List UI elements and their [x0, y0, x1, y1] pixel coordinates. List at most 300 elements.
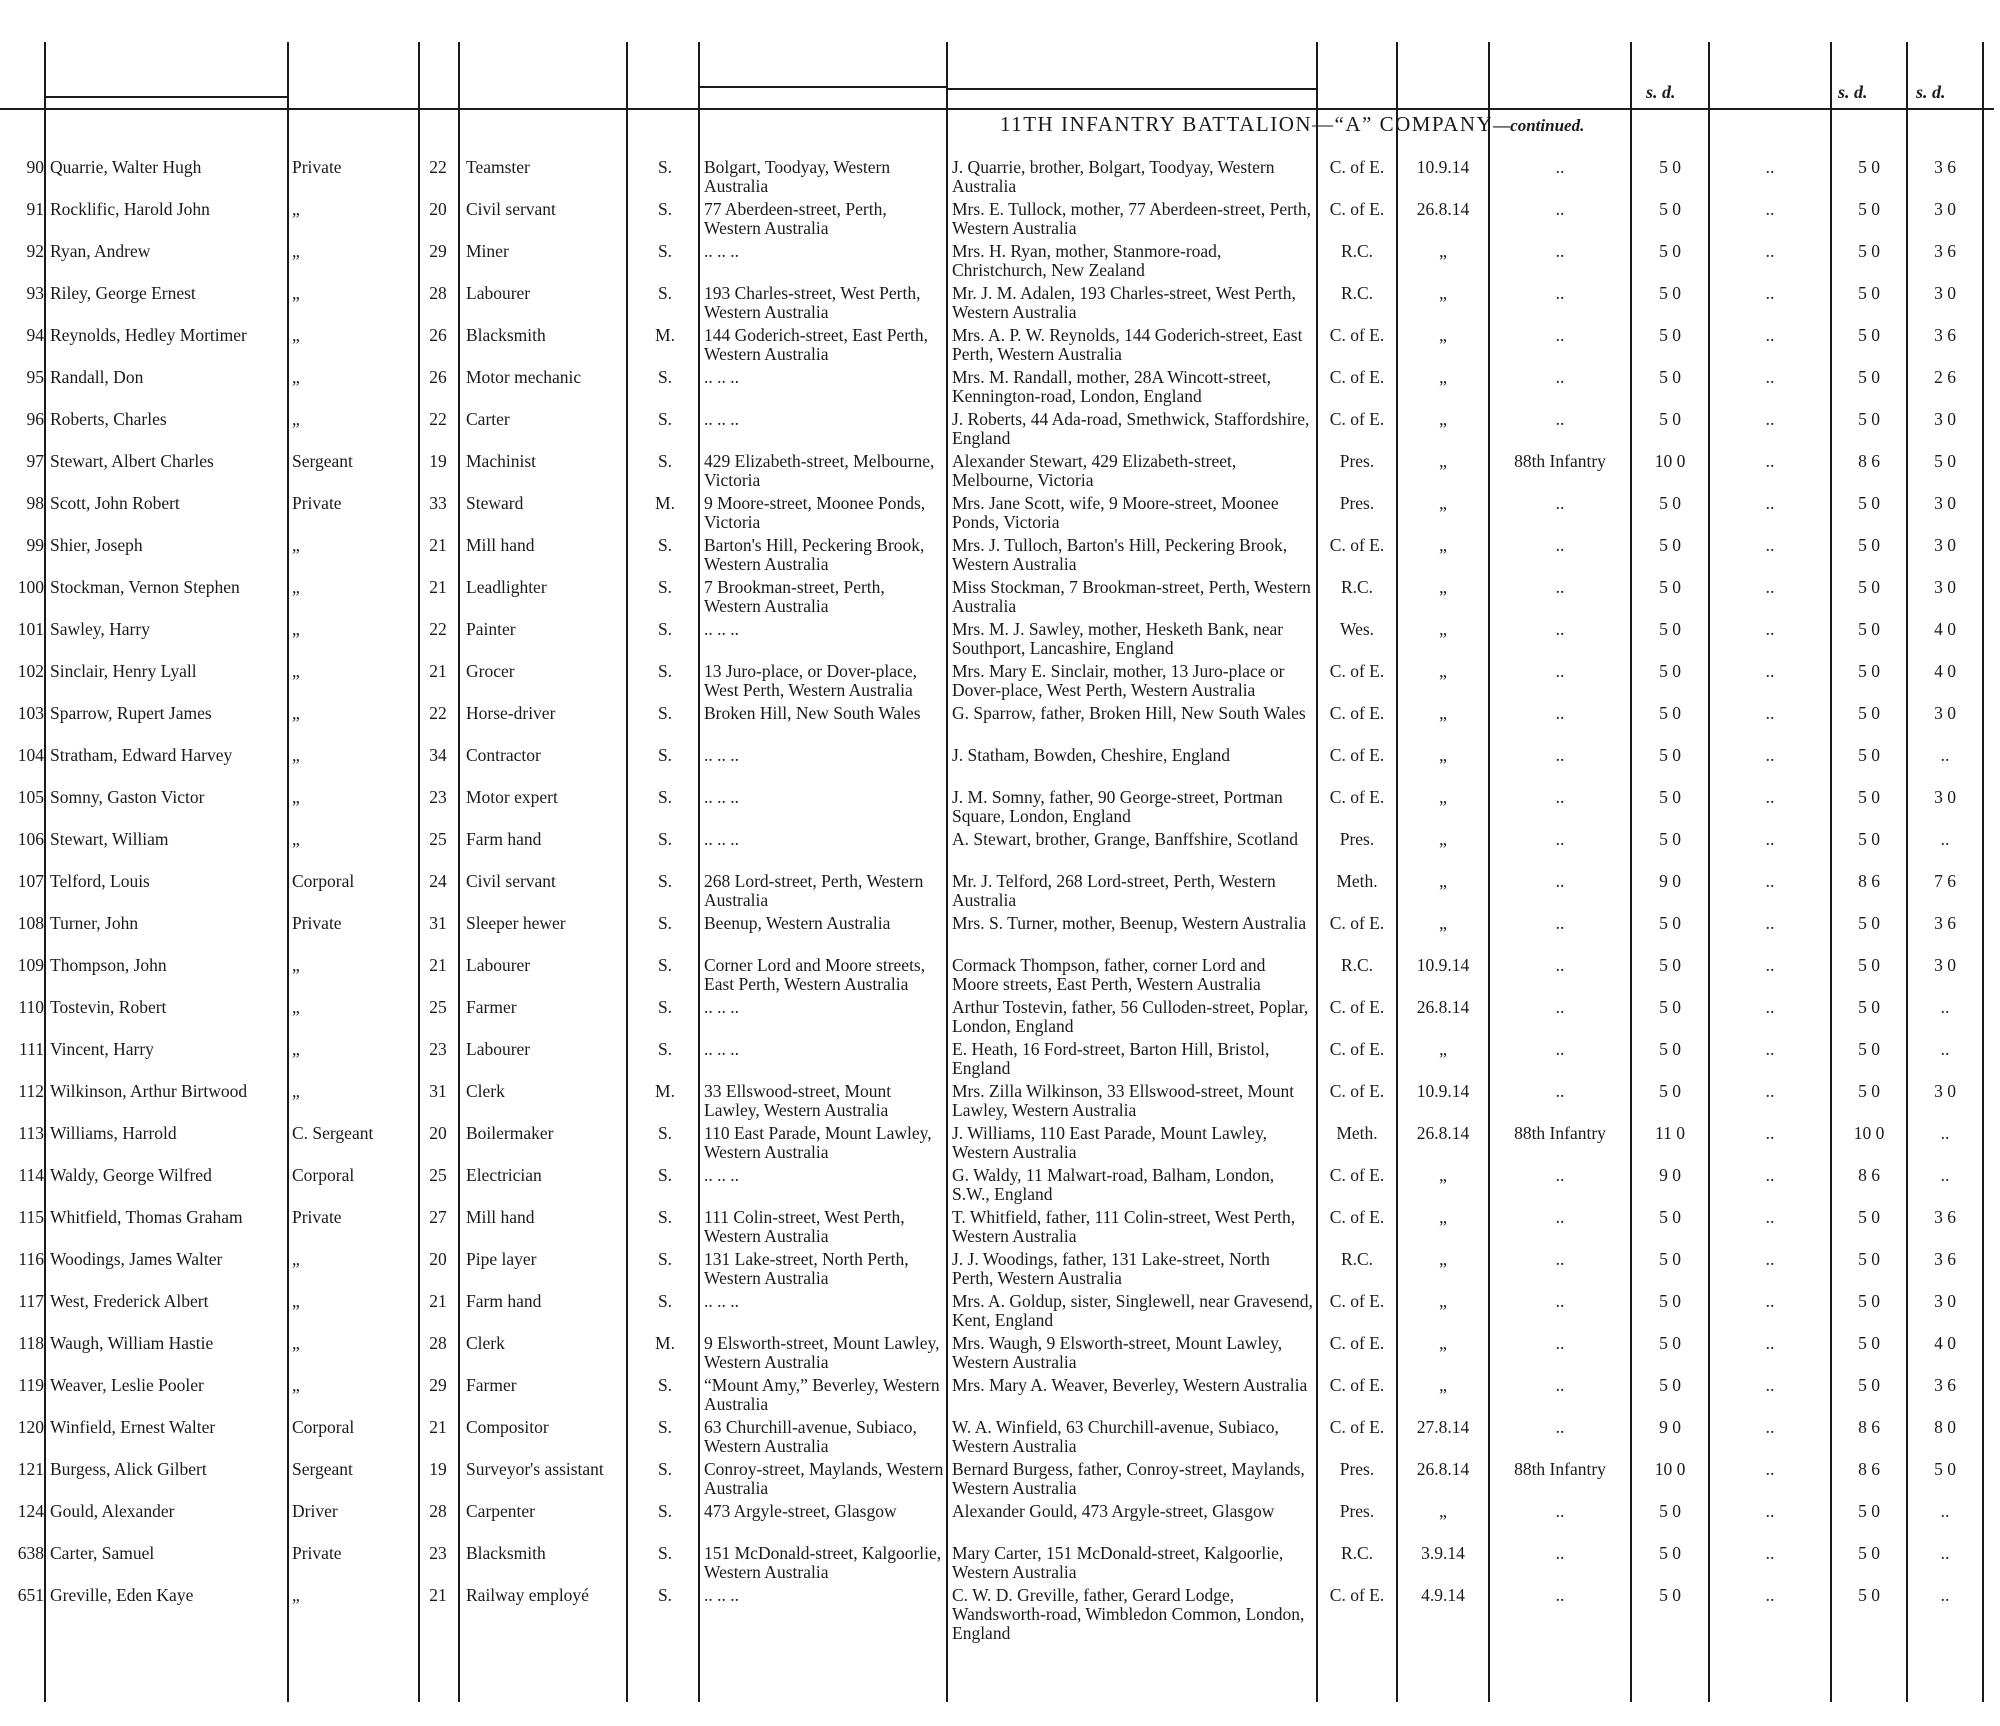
pay-column: ..: [1765, 241, 1775, 261]
allotment: 3 0: [1934, 1291, 1956, 1311]
religion: C. of E.: [1329, 1207, 1385, 1227]
address: 7 Brookman-street, Perth, Western Australia: [704, 577, 885, 616]
previous-unit: ..: [1555, 913, 1565, 933]
row-number: 95: [26, 367, 44, 387]
table-row: [0, 662, 2000, 704]
pay-column: ..: [1765, 409, 1775, 429]
age: 21: [429, 1291, 447, 1311]
age: 21: [429, 661, 447, 681]
soldier-name: Vincent, Harry: [50, 1039, 154, 1059]
next-of-kin: J. Roberts, 44 Ada-road, Smethwick, Staffordshire, England: [952, 409, 1310, 448]
rank: „: [292, 199, 300, 219]
row-number: 113: [18, 1123, 44, 1143]
row-number: 108: [17, 913, 44, 933]
marital-status: M.: [655, 1333, 675, 1353]
allotment: 2 6: [1934, 367, 1956, 387]
address: .. .. ..: [704, 1039, 739, 1059]
rank: Driver: [292, 1501, 338, 1521]
soldier-name: Weaver, Leslie Pooler: [50, 1375, 204, 1395]
religion: C. of E.: [1329, 535, 1385, 555]
enlistment-date: „: [1439, 1501, 1447, 1521]
rank: „: [292, 745, 300, 765]
age: 21: [429, 1417, 447, 1437]
previous-unit: ..: [1555, 745, 1565, 765]
religion: C. of E.: [1329, 157, 1385, 177]
pay-rate: 9 0: [1659, 1165, 1681, 1185]
religion: C. of E.: [1329, 913, 1385, 933]
previous-unit: ..: [1555, 619, 1565, 639]
address: Conroy-street, Maylands, Western Australia: [704, 1459, 944, 1498]
age: 23: [429, 787, 447, 807]
address: .. .. ..: [704, 1291, 739, 1311]
pay-column: ..: [1765, 787, 1775, 807]
next-of-kin: Miss Stockman, 7 Brookman-street, Perth, Western Australia: [952, 577, 1311, 616]
row-number: 116: [18, 1249, 44, 1269]
next-of-kin: G. Waldy, 11 Malwart-road, Balham, London, S.W., England: [952, 1165, 1275, 1204]
deferred-pay: 5 0: [1858, 1249, 1880, 1269]
address: 110 East Parade, Mount Lawley, Western Australia: [704, 1123, 932, 1162]
deferred-pay: 5 0: [1858, 829, 1880, 849]
trade: Mill hand: [466, 535, 535, 555]
trade: Blacksmith: [466, 325, 546, 345]
row-number: 109: [17, 955, 44, 975]
address: Bolgart, Toodyay, Western Australia: [704, 157, 891, 196]
trade: Painter: [466, 619, 516, 639]
pay-rate: 10 0: [1654, 451, 1686, 471]
pay-column: ..: [1765, 367, 1775, 387]
address: .. .. ..: [704, 829, 739, 849]
previous-unit: ..: [1555, 283, 1565, 303]
soldier-name: Randall, Don: [50, 367, 144, 387]
marital-status: M.: [655, 1081, 675, 1101]
next-of-kin: Bernard Burgess, father, Conroy-street, Maylands, Western Australia: [952, 1459, 1305, 1498]
row-number: 111: [19, 1039, 44, 1059]
religion: C. of E.: [1329, 1165, 1385, 1185]
pay-rate: 5 0: [1659, 1585, 1681, 1605]
address: 111 Colin-street, West Perth, Western Australia: [704, 1207, 905, 1246]
address: .. .. ..: [704, 241, 739, 261]
enlistment-date: „: [1439, 829, 1447, 849]
marital-status: S.: [657, 199, 673, 219]
religion: R.C.: [1340, 241, 1374, 261]
row-number: 119: [18, 1375, 44, 1395]
deferred-pay: 5 0: [1858, 241, 1880, 261]
pay-column: ..: [1765, 829, 1775, 849]
address: 268 Lord-street, Perth, Western Australia: [704, 871, 924, 910]
rank: „: [292, 1333, 300, 1353]
enlistment-date: 26.8.14: [1416, 199, 1470, 219]
age: 21: [429, 1585, 447, 1605]
enlistment-date: 10.9.14: [1416, 157, 1470, 177]
soldier-name: Sawley, Harry: [50, 619, 150, 639]
marital-status: S.: [657, 1291, 673, 1311]
marital-status: S.: [657, 409, 673, 429]
row-number: 99: [26, 535, 44, 555]
pay-rate: 5 0: [1659, 787, 1681, 807]
pay-column: ..: [1765, 325, 1775, 345]
pay-column: ..: [1765, 1123, 1775, 1143]
pay-rate: 5 0: [1659, 661, 1681, 681]
previous-unit: ..: [1555, 157, 1565, 177]
age: 23: [429, 1039, 447, 1059]
unit-label: s. d.: [1838, 82, 1868, 102]
soldier-name: Carter, Samuel: [50, 1543, 155, 1563]
deferred-pay: 10 0: [1853, 1123, 1885, 1143]
previous-unit: ..: [1555, 199, 1565, 219]
table-row: [0, 1208, 2000, 1250]
age: 28: [429, 1501, 447, 1521]
pay-column: ..: [1765, 1249, 1775, 1269]
religion: C. of E.: [1329, 1375, 1385, 1395]
rank: Corporal: [292, 1417, 355, 1437]
rank: „: [292, 829, 300, 849]
allotment: ..: [1940, 1039, 1950, 1059]
pay-rate: 5 0: [1659, 493, 1681, 513]
marital-status: S.: [657, 241, 673, 261]
rank: Private: [292, 493, 342, 513]
marital-status: M.: [655, 325, 675, 345]
pay-column: ..: [1765, 1207, 1775, 1227]
rank: „: [292, 325, 300, 345]
trade: Miner: [466, 241, 509, 261]
allotment: 5 0: [1934, 1459, 1956, 1479]
row-number: 93: [26, 283, 44, 303]
allotment: 3 6: [1934, 241, 1956, 261]
deferred-pay: 8 6: [1858, 1459, 1880, 1479]
next-of-kin: Mrs. H. Ryan, mother, Stanmore-road, Christchurch, New Zealand: [952, 241, 1222, 280]
pay-rate: 5 0: [1659, 1543, 1681, 1563]
age: 20: [429, 1249, 447, 1269]
trade: Carter: [466, 409, 510, 429]
address: .. .. ..: [704, 1165, 739, 1185]
pay-rate: 5 0: [1659, 619, 1681, 639]
pay-rate: 5 0: [1659, 955, 1681, 975]
allotment: 3 6: [1934, 1375, 1956, 1395]
table-row: [0, 578, 2000, 620]
previous-unit: ..: [1555, 871, 1565, 891]
soldier-name: Riley, George Ernest: [50, 283, 196, 303]
pay-rate: 5 0: [1659, 535, 1681, 555]
next-of-kin: C. W. D. Greville, father, Gerard Lodge, Wandsworth-road, Wimbledon Common, London, England: [952, 1585, 1305, 1643]
soldier-name: Somny, Gaston Victor: [50, 787, 205, 807]
next-of-kin: Alexander Stewart, 429 Elizabeth-street, Melbourne, Victoria: [952, 451, 1237, 490]
soldier-name: Stratham, Edward Harvey: [50, 745, 233, 765]
row-number: 90: [26, 157, 44, 177]
next-of-kin: Mrs. A. Goldup, sister, Singlewell, near Gravesend, Kent, England: [952, 1291, 1313, 1330]
pay-rate: 5 0: [1659, 1333, 1681, 1353]
allotment: 3 0: [1934, 787, 1956, 807]
address: “Mount Amy,” Beverley, Western Australia: [704, 1375, 940, 1414]
table-row: [0, 1544, 2000, 1586]
rank: „: [292, 409, 300, 429]
row-number: 101: [17, 619, 44, 639]
enlistment-date: „: [1439, 745, 1447, 765]
trade: Clerk: [466, 1081, 505, 1101]
row-number: 117: [18, 1291, 44, 1311]
soldier-name: Stewart, William: [50, 829, 169, 849]
deferred-pay: 5 0: [1858, 1039, 1880, 1059]
soldier-name: Greville, Eden Kaye: [50, 1585, 194, 1605]
allotment: 3 6: [1934, 157, 1956, 177]
age: 22: [429, 157, 447, 177]
trade: Clerk: [466, 1333, 505, 1353]
rank: „: [292, 577, 300, 597]
allotment: 3 0: [1934, 1081, 1956, 1101]
pay-column: ..: [1765, 577, 1775, 597]
table-row: [0, 1250, 2000, 1292]
marital-status: S.: [657, 157, 673, 177]
pay-rate: 5 0: [1659, 199, 1681, 219]
soldier-name: Ryan, Andrew: [50, 241, 151, 261]
enlistment-date: „: [1439, 241, 1447, 261]
marital-status: S.: [657, 1543, 673, 1563]
marital-status: S.: [657, 1501, 673, 1521]
trade: Electrician: [466, 1165, 542, 1185]
age: 25: [429, 997, 447, 1017]
pay-column: ..: [1765, 1039, 1775, 1059]
enlistment-date: „: [1439, 409, 1447, 429]
rank: „: [292, 661, 300, 681]
enlistment-date: 4.9.14: [1421, 1585, 1465, 1605]
allotment: ..: [1940, 997, 1950, 1017]
enlistment-date: „: [1439, 493, 1447, 513]
row-number: 104: [17, 745, 44, 765]
table-row: [0, 1334, 2000, 1376]
next-of-kin: Alexander Gould, 473 Argyle-street, Glasgow: [952, 1501, 1275, 1521]
enlistment-date: „: [1439, 283, 1447, 303]
religion: C. of E.: [1329, 367, 1385, 387]
allotment: ..: [1940, 745, 1950, 765]
soldier-name: Stewart, Albert Charles: [50, 451, 214, 471]
pay-rate: 5 0: [1659, 1207, 1681, 1227]
deferred-pay: 5 0: [1858, 1291, 1880, 1311]
previous-unit: ..: [1555, 1039, 1565, 1059]
unit-label: s. d.: [1646, 82, 1676, 102]
deferred-pay: 5 0: [1858, 955, 1880, 975]
address: 193 Charles-street, West Perth, Western Australia: [704, 283, 921, 322]
row-number: 124: [17, 1501, 44, 1521]
allotment: 3 6: [1934, 325, 1956, 345]
religion: C. of E.: [1329, 1039, 1385, 1059]
next-of-kin: Mrs. S. Turner, mother, Beenup, Western Australia: [952, 913, 1307, 933]
trade: Farmer: [466, 997, 517, 1017]
deferred-pay: 5 0: [1858, 493, 1880, 513]
pay-column: ..: [1765, 1501, 1775, 1521]
religion: C. of E.: [1329, 997, 1385, 1017]
soldier-name: Tostevin, Robert: [50, 997, 167, 1017]
pay-rate: 5 0: [1659, 283, 1681, 303]
enlistment-date: „: [1439, 1249, 1447, 1269]
age: 21: [429, 535, 447, 555]
soldier-name: Shier, Joseph: [50, 535, 143, 555]
rank: „: [292, 535, 300, 555]
previous-unit: ..: [1555, 1543, 1565, 1563]
deferred-pay: 5 0: [1858, 535, 1880, 555]
table-row: [0, 1460, 2000, 1502]
next-of-kin: J. Statham, Bowden, Cheshire, England: [952, 745, 1231, 765]
next-of-kin: Mrs. E. Tullock, mother, 77 Aberdeen-street, Perth, Western Australia: [952, 199, 1311, 238]
deferred-pay: 5 0: [1858, 1501, 1880, 1521]
age: 24: [429, 871, 447, 891]
header-rule: [44, 96, 287, 98]
enlistment-date: 10.9.14: [1416, 955, 1470, 975]
pay-column: ..: [1765, 535, 1775, 555]
address: 131 Lake-street, North Perth, Western Australia: [704, 1249, 909, 1288]
allotment: 4 0: [1934, 619, 1956, 639]
row-number: 107: [17, 871, 44, 891]
trade: Farm hand: [466, 829, 542, 849]
marital-status: S.: [657, 619, 673, 639]
religion: Meth.: [1336, 1123, 1378, 1143]
allotment: 3 0: [1934, 199, 1956, 219]
enlistment-date: 26.8.14: [1416, 1459, 1470, 1479]
next-of-kin: W. A. Winfield, 63 Churchill-avenue, Subiaco, Western Australia: [952, 1417, 1279, 1456]
pay-rate: 5 0: [1659, 157, 1681, 177]
trade: Mill hand: [466, 1207, 535, 1227]
enlistment-date: „: [1439, 535, 1447, 555]
soldier-name: Whitfield, Thomas Graham: [50, 1207, 243, 1227]
allotment: 5 0: [1934, 451, 1956, 471]
address: .. .. ..: [704, 745, 739, 765]
row-number: 91: [26, 199, 44, 219]
table-row: [0, 872, 2000, 914]
age: 22: [429, 703, 447, 723]
pay-rate: 5 0: [1659, 1249, 1681, 1269]
allotment: 3 6: [1934, 1249, 1956, 1269]
deferred-pay: 5 0: [1858, 325, 1880, 345]
next-of-kin: Mrs. A. P. W. Reynolds, 144 Goderich-street, East Perth, Western Australia: [952, 325, 1303, 364]
soldier-name: Wilkinson, Arthur Birtwood: [50, 1081, 248, 1101]
header-rule: [698, 86, 946, 88]
address: .. .. ..: [704, 787, 739, 807]
address: .. .. ..: [704, 367, 739, 387]
marital-status: S.: [657, 1459, 673, 1479]
previous-unit: ..: [1555, 661, 1565, 681]
previous-unit: ..: [1555, 577, 1565, 597]
soldier-name: Sinclair, Henry Lyall: [50, 661, 197, 681]
trade: Civil servant: [466, 199, 556, 219]
allotment: ..: [1940, 829, 1950, 849]
pay-column: ..: [1765, 1333, 1775, 1353]
deferred-pay: 5 0: [1858, 577, 1880, 597]
previous-unit: 88th Infantry: [1514, 451, 1606, 471]
row-number: 97: [26, 451, 44, 471]
age: 31: [429, 1081, 447, 1101]
soldier-name: Thompson, John: [50, 955, 167, 975]
religion: C. of E.: [1329, 199, 1385, 219]
previous-unit: ..: [1555, 1207, 1565, 1227]
next-of-kin: Mr. J. M. Adalen, 193 Charles-street, West Perth, Western Australia: [952, 283, 1296, 322]
marital-status: S.: [657, 1375, 673, 1395]
allotment: ..: [1940, 1165, 1950, 1185]
previous-unit: ..: [1555, 787, 1565, 807]
marital-status: S.: [657, 1123, 673, 1143]
religion: C. of E.: [1329, 1333, 1385, 1353]
enlistment-date: „: [1439, 619, 1447, 639]
pay-column: ..: [1765, 997, 1775, 1017]
table-row: [0, 956, 2000, 998]
trade: Civil servant: [466, 871, 556, 891]
age: 19: [429, 1459, 447, 1479]
age: 29: [429, 1375, 447, 1395]
enlistment-date: „: [1439, 703, 1447, 723]
marital-status: S.: [657, 829, 673, 849]
row-number: 102: [17, 661, 44, 681]
pay-column: ..: [1765, 199, 1775, 219]
section-title-text: 11TH INFANTRY BATTALION—“A” COMPANY: [1000, 112, 1494, 136]
allotment: 3 0: [1934, 409, 1956, 429]
enlistment-date: „: [1439, 1333, 1447, 1353]
age: 25: [429, 829, 447, 849]
row-number: 105: [17, 787, 44, 807]
previous-unit: ..: [1555, 1375, 1565, 1395]
previous-unit: ..: [1555, 409, 1565, 429]
pay-rate: 5 0: [1659, 1081, 1681, 1101]
religion: R.C.: [1340, 955, 1374, 975]
religion: Pres.: [1339, 451, 1375, 471]
row-number: 98: [26, 493, 44, 513]
row-number: 115: [18, 1207, 44, 1227]
row-number: 96: [26, 409, 44, 429]
pay-column: ..: [1765, 451, 1775, 471]
pay-column: ..: [1765, 703, 1775, 723]
row-number: 112: [18, 1081, 44, 1101]
rank: Sergeant: [292, 1459, 353, 1479]
trade: Contractor: [466, 745, 541, 765]
marital-status: S.: [657, 283, 673, 303]
religion: C. of E.: [1329, 1417, 1385, 1437]
address: Barton's Hill, Peckering Brook, Western Australia: [704, 535, 925, 574]
enlistment-date: „: [1439, 1291, 1447, 1311]
row-number: 92: [26, 241, 44, 261]
row-number: 114: [18, 1165, 44, 1185]
rank: „: [292, 619, 300, 639]
previous-unit: ..: [1555, 493, 1565, 513]
enlistment-date: „: [1439, 787, 1447, 807]
enlistment-date: 26.8.14: [1416, 997, 1470, 1017]
pay-column: ..: [1765, 913, 1775, 933]
deferred-pay: 5 0: [1858, 1081, 1880, 1101]
pay-column: ..: [1765, 955, 1775, 975]
allotment: 3 0: [1934, 283, 1956, 303]
previous-unit: 88th Infantry: [1514, 1123, 1606, 1143]
rank: Private: [292, 1543, 342, 1563]
pay-column: ..: [1765, 1375, 1775, 1395]
enlistment-date: „: [1439, 1207, 1447, 1227]
enlistment-date: „: [1439, 913, 1447, 933]
deferred-pay: 5 0: [1858, 997, 1880, 1017]
rank: Corporal: [292, 871, 355, 891]
religion: Pres.: [1339, 493, 1375, 513]
deferred-pay: 5 0: [1858, 1207, 1880, 1227]
rank: „: [292, 1375, 300, 1395]
age: 22: [429, 619, 447, 639]
soldier-name: Telford, Louis: [50, 871, 150, 891]
table-row: [0, 704, 2000, 746]
allotment: 3 6: [1934, 913, 1956, 933]
table-row: [0, 1082, 2000, 1124]
table-row: [0, 1040, 2000, 1082]
deferred-pay: 5 0: [1858, 199, 1880, 219]
deferred-pay: 5 0: [1858, 1333, 1880, 1353]
trade: Carpenter: [466, 1501, 535, 1521]
table-row: [0, 494, 2000, 536]
trade: Farm hand: [466, 1291, 542, 1311]
table-row: [0, 1124, 2000, 1166]
enlistment-date: 27.8.14: [1416, 1417, 1470, 1437]
allotment: 4 0: [1934, 1333, 1956, 1353]
next-of-kin: Mrs. Zilla Wilkinson, 33 Ellswood-street, Mount Lawley, Western Australia: [952, 1081, 1295, 1120]
